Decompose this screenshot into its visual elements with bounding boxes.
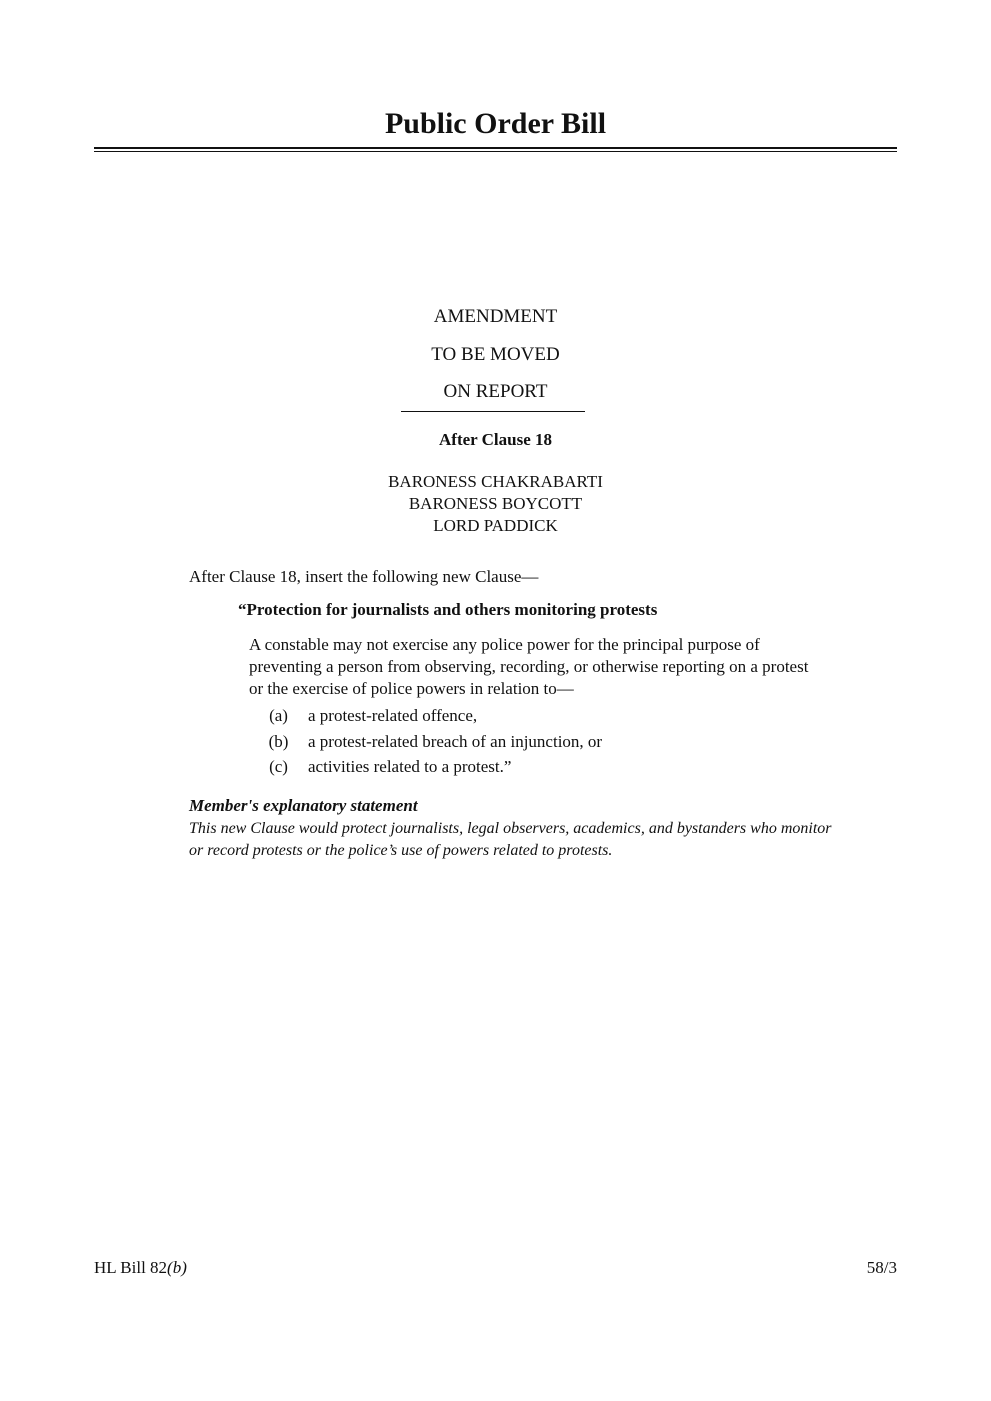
clause-body-line: A constable may not exercise any police power for the principal purpose of — [249, 635, 760, 654]
page-reference: 58/3 — [866, 1258, 897, 1277]
paragraph-item — [249, 729, 602, 755]
paragraph-text: activities related to a protest.” — [308, 757, 512, 776]
explanatory-line: This new Clause would protect journalists, legal observers, academics, and bystanders who monitor — [189, 820, 832, 837]
paragraph-label: (c) — [269, 757, 288, 776]
explanatory-line: or record protests or the police’s use of powers related to protests. — [189, 842, 613, 859]
bill-title: Public Order Bill — [384, 107, 607, 140]
heading-line-1: AMENDMENT — [433, 306, 558, 327]
sponsor-name: LORD PADDICK — [433, 516, 558, 535]
paragraph-item — [249, 703, 602, 729]
explanatory-heading: Member's explanatory statement — [189, 796, 418, 815]
bill-reference-number: HL Bill 82 — [94, 1258, 168, 1277]
clause-body-line: preventing a person from observing, recording, or otherwise reporting on a protest — [249, 657, 809, 676]
paragraph-label: (a) — [269, 706, 288, 725]
amendment-heading — [0, 303, 991, 416]
explanatory-statement — [189, 818, 897, 862]
clause-heading: After Clause 18 — [439, 430, 552, 449]
paragraph-list — [249, 703, 602, 780]
amendment-instruction: After Clause 18, insert the following new Clause— — [189, 567, 539, 586]
clause-body-line: or the exercise of police powers in relation to— — [249, 679, 574, 698]
title-rule — [94, 147, 897, 149]
sponsor-name: BARONESS CHAKRABARTI — [388, 472, 603, 491]
sponsor-list — [0, 471, 991, 537]
heading-line-2: TO BE MOVED — [431, 343, 560, 365]
paragraph-text: a protest-related offence, — [308, 706, 478, 725]
sponsor-name: BARONESS BOYCOTT — [408, 494, 583, 513]
new-clause-body — [249, 634, 899, 700]
bill-reference — [94, 1257, 187, 1279]
bill-reference-suffix: (b) — [167, 1258, 187, 1277]
title-rule-secondary — [94, 151, 897, 152]
paragraph-item — [249, 754, 602, 780]
heading-rule — [401, 411, 585, 412]
paragraph-text: a protest-related breach of an injunction, or — [308, 731, 603, 751]
paragraph-label: (b) — [268, 731, 289, 751]
new-clause-title: “Protection for journalists and others monitoring protests — [238, 600, 658, 619]
heading-line-3: ON REPORT — [443, 381, 548, 402]
